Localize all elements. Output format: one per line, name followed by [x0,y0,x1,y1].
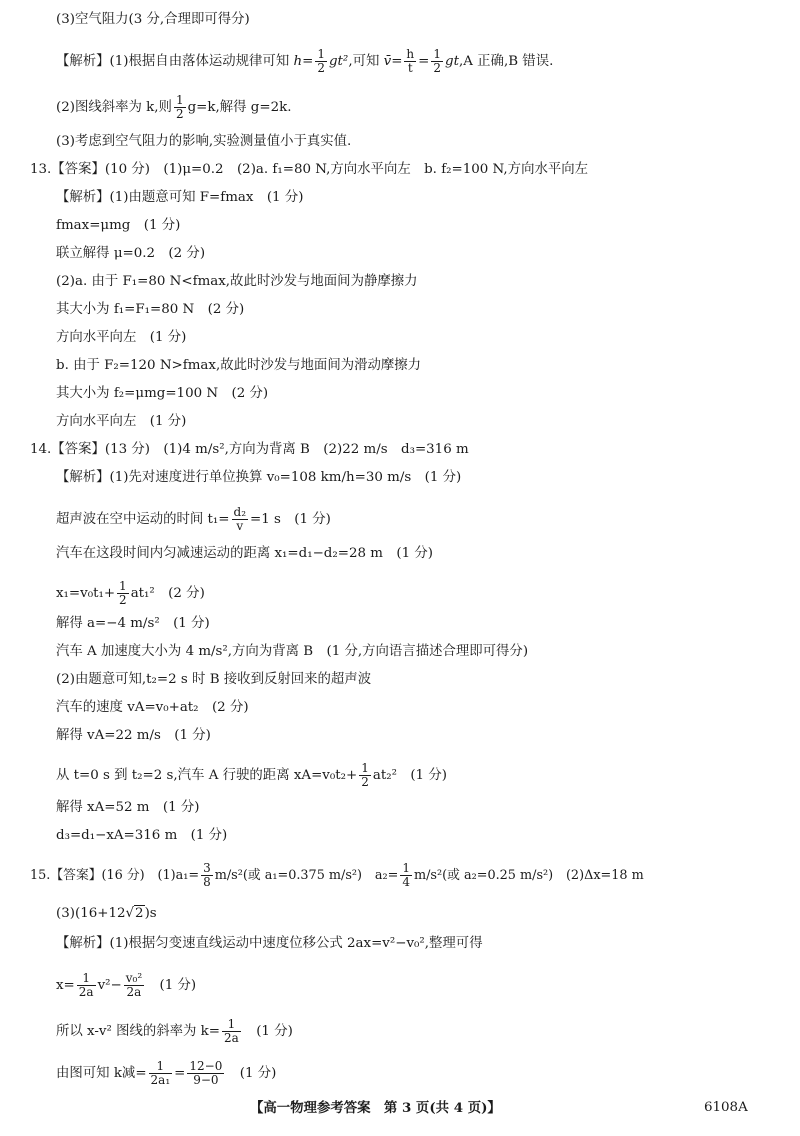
text: fmax=μmg (1 分) [56,218,181,233]
fraction [232,506,249,533]
text: at₂² (1 分) [372,768,447,783]
line [56,132,351,152]
text: 联立解得 μ=0.2 (2 分) [56,246,206,261]
text: 解得 xA=52 m (1 分) [56,800,200,815]
fraction [149,1060,173,1087]
text: d₃=d₁−xA=316 m (1 分) [56,828,228,843]
denominator: 2a₁ [150,1073,171,1087]
text: x= [56,978,75,993]
text: 所以 x-v² 图线的斜率为 k= [56,1024,221,1039]
text: 从 t=0 s 到 t₂=2 s,汽车 A 行驶的距离 xA=v₀t₂+ [56,768,358,783]
numerator: 1 [175,93,184,107]
text: 超声波在空中运动的时间 t₁= [56,512,230,527]
text: at₁² (2 分) [130,586,205,601]
line [56,580,205,607]
text: 方向水平向左 (1 分) [56,414,187,429]
numerator: h [406,47,415,61]
line [56,614,210,634]
formula: gt² [328,54,349,69]
text: 15.【答案】(16 分) (1)a₁= [30,868,200,883]
text: 【解析】(1)由题意可知 F=fmax (1 分) [56,190,304,205]
text: 由图可知 k减= [56,1066,147,1081]
text: m/s²(或 a₂=0.25 m/s²) (2)Δx=18 m [413,868,644,883]
line [56,1018,293,1045]
numerator: 1 [149,1060,173,1074]
formula: gt [445,54,459,69]
text: (3)考虑到空气阻力的影响,实验测量值小于真实值. [56,134,352,149]
question-15-answer [30,862,644,889]
numerator: 1 [402,861,410,875]
fraction [222,1018,241,1045]
line [56,272,418,292]
text: 解得 vA=22 m/s (1 分) [56,728,211,743]
text: 其大小为 f₁=F₁=80 N (2 分) [56,302,245,317]
numerator: 3 [203,861,211,875]
denominator: 8 [203,875,211,889]
numerator: 1 [317,47,325,61]
text: ,A 正确,B 错误. [458,54,554,69]
text: (3)(16+12 [56,906,126,921]
numerator: d₂ [233,505,247,519]
line [56,384,268,404]
formula: h= [293,54,314,69]
denominator: 2 [317,61,325,75]
line [56,972,196,999]
fraction [201,862,213,889]
numerator: 12−0 [189,1059,223,1073]
text: g=k,解得 g=2k. [187,100,292,115]
line [56,642,528,662]
line [56,762,447,789]
denominator: 2 [175,107,184,121]
denominator: v [236,519,244,533]
text: (3)空气阻力(3 分,合理即可得分) [56,12,250,27]
line [56,94,291,121]
text: (1 分) [242,1024,293,1039]
denominator: 9−0 [193,1073,219,1087]
line [56,544,433,564]
text: (2)a. 由于 F₁=80 N<fmax,故此时沙发与地面间为静摩擦力 [56,274,418,289]
numerator: 1 [361,761,369,775]
line [56,244,205,264]
line [56,356,421,376]
line [56,726,211,746]
text: 汽车 A 加速度大小为 4 m/s²,方向为背离 B (1 分,方向语言描述合理即可得分) [56,644,529,659]
text: 13.【答案】(10 分) (1)μ=0.2 (2)a. f₁=80 N,方向水平向左 b. f₂=100 N,方向水平向左 [30,162,589,177]
numerator: 1 [77,972,96,986]
text: (2)由题意可知,t₂=2 s 时 B 接收到反射回来的超声波 [56,672,372,687]
text: b. 由于 F₂=120 N>fmax,故此时沙发与地面间为滑动摩擦力 [56,358,422,373]
text: m/s²(或 a₁=0.375 m/s²) a₂= [214,868,399,883]
denominator: 2a [224,1031,239,1045]
line [56,670,371,690]
denominator: 2a [126,985,142,999]
question-13-answer [30,160,588,180]
fraction [174,94,186,121]
fraction [124,972,144,999]
text: 其大小为 f₂=μmg=100 N (2 分) [56,386,269,401]
text: (1 分) [146,978,197,993]
text: 14.【答案】(13 分) (1)4 m/s²,方向为背离 B (2)22 m/s d₃=316 m [30,442,469,457]
text: x₁=v₀t₁+ [56,586,116,601]
formula: = [418,54,430,69]
text: 汽车在这段时间内匀减速运动的距离 x₁=d₁−d₂=28 m (1 分) [56,546,433,561]
denominator: 2a [78,985,94,999]
line [56,328,186,348]
line [56,10,250,30]
numerator: 1 [433,47,442,61]
sqrt-radicand: 2 [135,906,144,921]
question-14-answer [30,440,469,460]
line [56,798,199,818]
line [56,48,553,75]
line [56,698,249,718]
line [56,188,303,208]
document-code: 6108A [704,1100,748,1115]
text: 【解析】(1)根据匀变速直线运动中速度位移公式 2ax=v²−v₀²,整理可得 [56,936,483,951]
line [56,468,461,488]
text: = [174,1066,186,1081]
text: v²− [97,978,122,993]
line [56,216,180,236]
fraction [359,762,371,789]
text: ,可知 [348,54,380,69]
fraction [187,1060,224,1087]
text: 【解析】(1)先对速度进行单位换算 v₀=108 km/h=30 m/s (1 分) [56,470,462,485]
denominator: 2 [433,61,442,75]
numerator: 1 [222,1018,241,1032]
denominator: 2 [119,593,127,607]
fraction [400,862,412,889]
line [56,826,227,846]
line [56,412,186,432]
numerator: v₀² [125,971,143,985]
text: 解得 a=−4 m/s² (1 分) [56,616,210,631]
line: (3)(16+12√2)s [56,906,157,921]
text: =1 s (1 分) [250,512,331,527]
line [56,506,331,533]
line [56,1060,276,1087]
text: 汽车的速度 vA=v₀+at₂ (2 分) [56,700,249,715]
formula: v̄= [383,54,403,69]
text: )s [144,906,157,921]
numerator: 1 [119,579,127,593]
denominator: 4 [402,875,410,889]
text: 【解析】(1)根据自由落体运动规律可知 [56,54,290,69]
text: 方向水平向左 (1 分) [56,330,187,345]
denominator: 2 [361,775,369,789]
text: (1 分) [226,1066,277,1081]
denominator: t [407,61,413,75]
text: (2)图线斜率为 k,则 [56,100,172,115]
footer-title: 【高一物理参考答案 第 3 页(共 4 页)】 [250,1100,501,1116]
line [56,934,483,954]
fraction [431,48,443,75]
fraction [117,580,129,607]
line [56,300,244,320]
fraction [315,48,327,75]
fraction [404,48,416,75]
fraction [77,972,96,999]
